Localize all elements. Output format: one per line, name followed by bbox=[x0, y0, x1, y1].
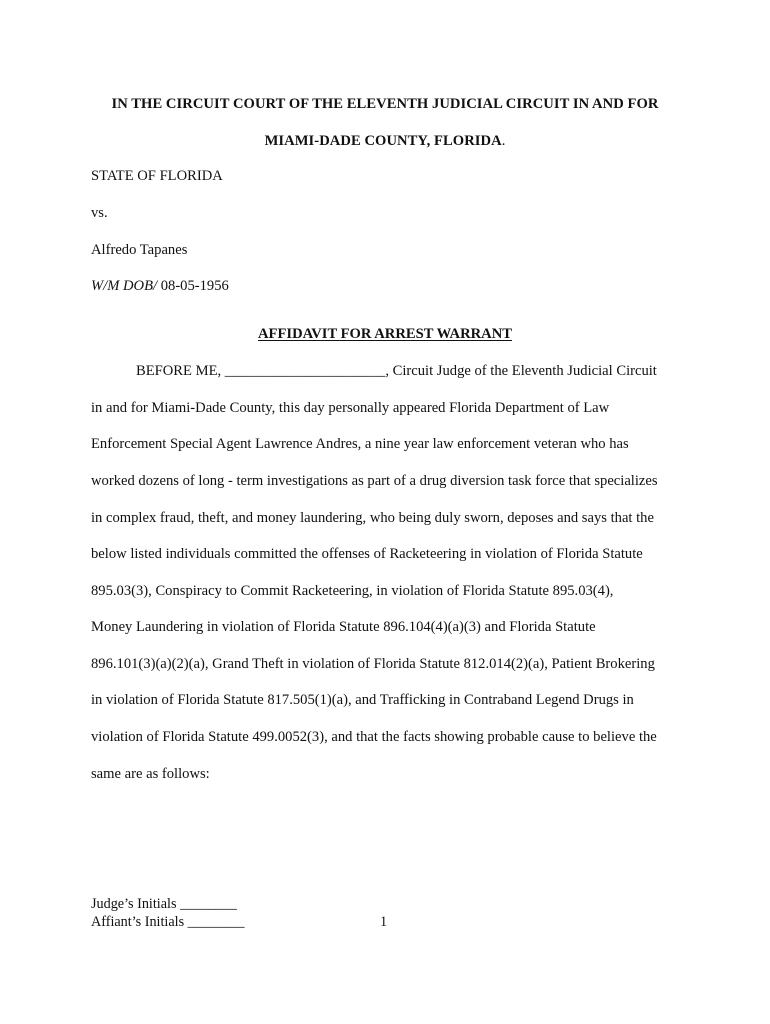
affiant-initials-line: Affiant’s Initials ________ bbox=[91, 914, 245, 930]
body-line: Money Laundering in violation of Florida Statute 896.104(4)(a)(3) and Florida Statute bbox=[91, 619, 596, 635]
body-line: below listed individuals committed the offenses of Racketeering in violation of Florida Statute bbox=[91, 546, 643, 562]
body-line: in complex fraud, theft, and money laundering, who being duly sworn, deposes and says that the bbox=[91, 510, 654, 526]
county-name: MIAMI-DADE COUNTY, FLORIDA bbox=[264, 133, 502, 149]
body-line: same are as follows: bbox=[91, 766, 210, 782]
defendant-name: Alfredo Tapanes bbox=[91, 242, 188, 258]
body-line: Enforcement Special Agent Lawrence Andres, a nine year law enforcement veteran who has bbox=[91, 436, 629, 452]
state-of-florida: STATE OF FLORIDA bbox=[91, 168, 223, 184]
body-line: BEFORE ME, ______________________, Circuit Judge of the Eleventh Judicial Circuit bbox=[136, 363, 657, 379]
descriptor-label: W/M DOB/ bbox=[91, 278, 158, 294]
body-line: in and for Miami-Dade County, this day personally appeared Florida Department of Law bbox=[91, 400, 610, 416]
heading-period: . bbox=[501, 133, 506, 149]
body-line: 896.101(3)(a)(2)(a), Grand Theft in violation of Florida Statute 812.014(2)(a), Patient Brokering bbox=[91, 656, 655, 672]
document-title: AFFIDAVIT FOR ARREST WARRANT bbox=[258, 326, 512, 342]
court-heading-line2 bbox=[0, 133, 770, 150]
body-line: in violation of Florida Statute 817.505(1)(a), and Trafficking in Contraband Legend Drugs in bbox=[91, 692, 634, 708]
body-line: violation of Florida Statute 499.0052(3), and that the facts showing probable cause to believe the bbox=[91, 729, 657, 745]
versus: vs. bbox=[91, 205, 108, 221]
body-line: worked dozens of long - term investigations as part of a drug diversion task force that specializes bbox=[91, 473, 658, 489]
body-line: 895.03(3), Conspiracy to Commit Racketeering, in violation of Florida Statute 895.03(4), bbox=[91, 583, 614, 599]
defendant-descriptor bbox=[91, 278, 229, 295]
date-of-birth: 08-05-1956 bbox=[157, 278, 229, 294]
judge-initials-line: Judge’s Initials ________ bbox=[91, 896, 237, 912]
court-heading-line1: IN THE CIRCUIT COURT OF THE ELEVENTH JUDICIAL CIRCUIT IN AND FOR bbox=[111, 96, 659, 112]
page-number: 1 bbox=[380, 914, 388, 930]
